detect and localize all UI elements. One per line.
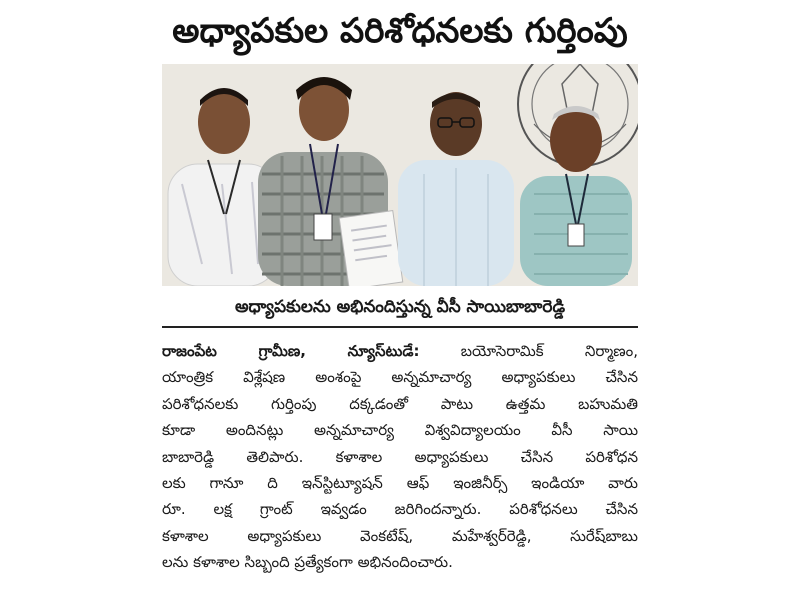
body-line: పరిశోధనలకు గుర్తింపు దక్కడంతో పాటు ఉత్తమ బహుమతి xyxy=(162,394,638,413)
certificate xyxy=(339,211,402,286)
body-line: కళాశాల అధ్యాపకులు వెంకటేష్, మహేశ్వర్‌రెడ్డి, సురేష్‌బాబు xyxy=(162,526,638,545)
dateline: రాజంపేట గ్రామీణ, న్యూస్‌టుడే: xyxy=(162,342,420,360)
article-body xyxy=(162,338,638,576)
body-line: రాజంపేట గ్రామీణ, న్యూస్‌టుడే: బయోసెరామిక్ నిర్మాణం, xyxy=(162,342,638,360)
headline: అధ్యాపకుల పరిశోధనలకు గుర్తింపు xyxy=(172,11,628,51)
body-line: యాంత్రిక విశ్లేషణ అంశంపై అన్నమాచార్య అధ్యాపకులు చేసిన xyxy=(162,368,638,387)
news-photo xyxy=(162,64,638,286)
body-line: బాబారెడ్డి తెలిపారు. కళాశాల అధ్యాపకులు చేసిన పరిశోధన xyxy=(162,447,638,466)
divider xyxy=(162,326,638,328)
photo-caption: అధ్యాపకులను అభినందిస్తున్న వీసీ సాయిబాబారెడ్డి xyxy=(234,297,566,317)
body-line: లకు గానూ ది ఇన్‌స్టిట్యూషన్ ఆఫ్ ఇంజినీర్స్ ఇండియా వారు xyxy=(162,473,638,492)
body-line: కూడా అందినట్లు అన్నమాచార్య విశ్వవిద్యాలయం వీసీ సాయి xyxy=(162,421,638,440)
body-line: లను కళాశాల సిబ్బంది ప్రత్యేకంగా అభినందించారు. xyxy=(162,553,453,572)
group-photo-illustration xyxy=(162,64,638,286)
body-line: రూ. లక్ష గ్రాంట్ ఇవ్వడం జరిగిందన్నారు. పరిశోధనలు చేసిన xyxy=(162,500,638,519)
